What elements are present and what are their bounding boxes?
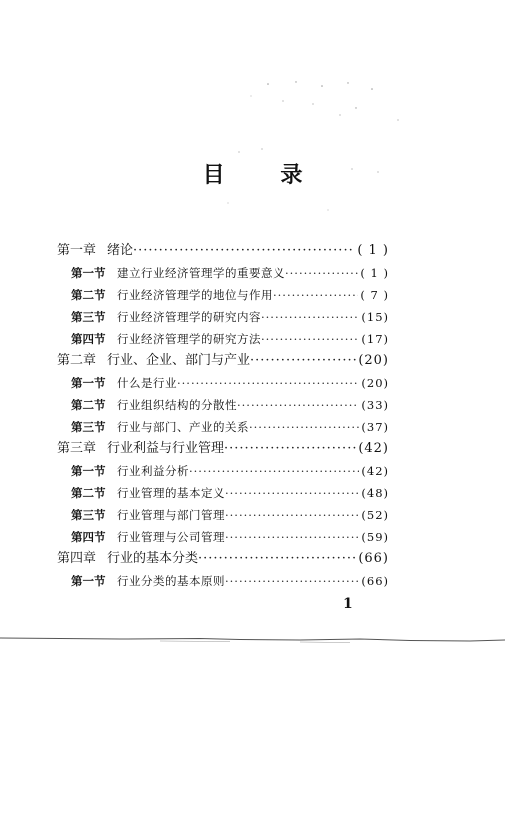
toc-entry-title: 行业经济管理学的研究内容 xyxy=(117,310,261,324)
toc-section-row xyxy=(57,526,389,548)
toc-dot-leader xyxy=(237,394,359,416)
toc-chapter-row xyxy=(57,438,389,460)
toc-entry-page: (66) xyxy=(361,574,389,588)
toc-entry-label: 第一节 xyxy=(71,574,106,588)
toc-entry-label: 第三节 xyxy=(71,508,106,522)
toc-dot-leader xyxy=(273,284,358,306)
toc-entry-title: 行业管理的基本定义 xyxy=(117,486,225,500)
toc-section-row xyxy=(57,372,389,394)
toc-entry-page: ( 1 ) xyxy=(360,266,389,280)
toc-chapter-row xyxy=(57,548,389,570)
toc-entry-page: (48) xyxy=(361,486,389,500)
toc-entry-label: 第三节 xyxy=(71,420,106,434)
toc-dot-leader xyxy=(225,526,359,548)
toc-entry-label: 第三节 xyxy=(71,310,106,324)
toc-entry-title: 行业经济管理学的地位与作用 xyxy=(117,288,273,302)
toc-section-row xyxy=(57,416,389,438)
toc-entry-title: 行业利益分析 xyxy=(117,464,189,478)
toc-entry-page: (17) xyxy=(361,332,389,346)
toc-entry-title: 建立行业经济管理学的重要意义 xyxy=(117,266,285,280)
toc-entry-label: 第二节 xyxy=(71,398,106,412)
toc-entry-label: 第二节 xyxy=(71,288,106,302)
toc-entry-title: 行业分类的基本原则 xyxy=(117,574,225,588)
toc-entry-page: (15) xyxy=(361,310,389,324)
page-number: 1 xyxy=(343,596,353,612)
toc-chapter-row xyxy=(57,350,389,372)
toc-entry-page: (66) xyxy=(358,551,389,566)
toc-dot-leader xyxy=(224,438,356,460)
toc-entry-title: 行业管理与公司管理 xyxy=(117,530,225,544)
toc-entry-title: 行业管理与部门管理 xyxy=(117,508,225,522)
toc-entry-page: ( 7 ) xyxy=(360,288,389,302)
toc-section-row xyxy=(57,262,389,284)
toc-dot-leader xyxy=(133,240,355,262)
toc-entry-page: (20) xyxy=(361,376,389,390)
toc-dot-leader xyxy=(249,416,359,438)
toc-entry-title: 行业组织结构的分散性 xyxy=(117,398,237,412)
toc-entry-page: (33) xyxy=(361,398,389,412)
toc-section-row xyxy=(57,570,389,592)
toc-entry-title: 绪论 xyxy=(107,243,134,258)
toc-entry-label: 第四节 xyxy=(71,530,106,544)
toc-dot-leader xyxy=(285,262,358,284)
toc-chapter-row xyxy=(57,240,389,262)
toc-section-row xyxy=(57,504,389,526)
toc-dot-leader xyxy=(189,460,359,482)
toc-entry-label: 第一章 xyxy=(57,243,97,258)
toc-entry-label: 第一节 xyxy=(71,464,106,478)
toc-entry-page: (59) xyxy=(361,530,389,544)
scan-edge-line xyxy=(0,636,505,644)
toc-section-row xyxy=(57,328,389,350)
toc-entry-title: 行业与部门、产业的关系 xyxy=(117,420,249,434)
table-of-contents xyxy=(57,240,389,592)
page-title: 目 录 xyxy=(202,162,327,188)
toc-entry-page: (20) xyxy=(358,353,389,368)
toc-section-row xyxy=(57,306,389,328)
toc-entry-label: 第一节 xyxy=(71,376,106,390)
toc-section-row xyxy=(57,284,389,306)
toc-dot-leader xyxy=(261,328,359,350)
toc-section-row xyxy=(57,460,389,482)
toc-entry-label: 第一节 xyxy=(71,266,106,280)
toc-entry-page: (52) xyxy=(361,508,389,522)
toc-entry-label: 第二节 xyxy=(71,486,106,500)
toc-dot-leader xyxy=(225,482,359,504)
toc-entry-title: 行业的基本分类 xyxy=(107,551,199,566)
toc-entry-page: (42) xyxy=(361,464,389,478)
toc-dot-leader xyxy=(250,350,356,372)
toc-dot-leader xyxy=(225,504,359,526)
toc-entry-title: 行业、企业、部门与产业 xyxy=(107,353,251,368)
toc-entry-page: ( 1 ) xyxy=(357,243,389,258)
toc-dot-leader xyxy=(225,570,359,592)
toc-entry-page: (37) xyxy=(361,420,389,434)
toc-entry-title: 行业利益与行业管理 xyxy=(107,441,225,456)
toc-section-row xyxy=(57,394,389,416)
toc-dot-leader xyxy=(198,548,356,570)
toc-entry-page: (42) xyxy=(358,441,389,456)
toc-dot-leader xyxy=(177,372,359,394)
toc-entry-label: 第二章 xyxy=(57,353,97,368)
toc-entry-title: 行业经济管理学的研究方法 xyxy=(117,332,261,346)
toc-entry-label: 第四章 xyxy=(57,551,97,566)
toc-entry-title: 什么是行业 xyxy=(117,376,177,390)
toc-entry-label: 第三章 xyxy=(57,441,97,456)
toc-section-row xyxy=(57,482,389,504)
toc-dot-leader xyxy=(261,306,359,328)
toc-entry-label: 第四节 xyxy=(71,332,106,346)
